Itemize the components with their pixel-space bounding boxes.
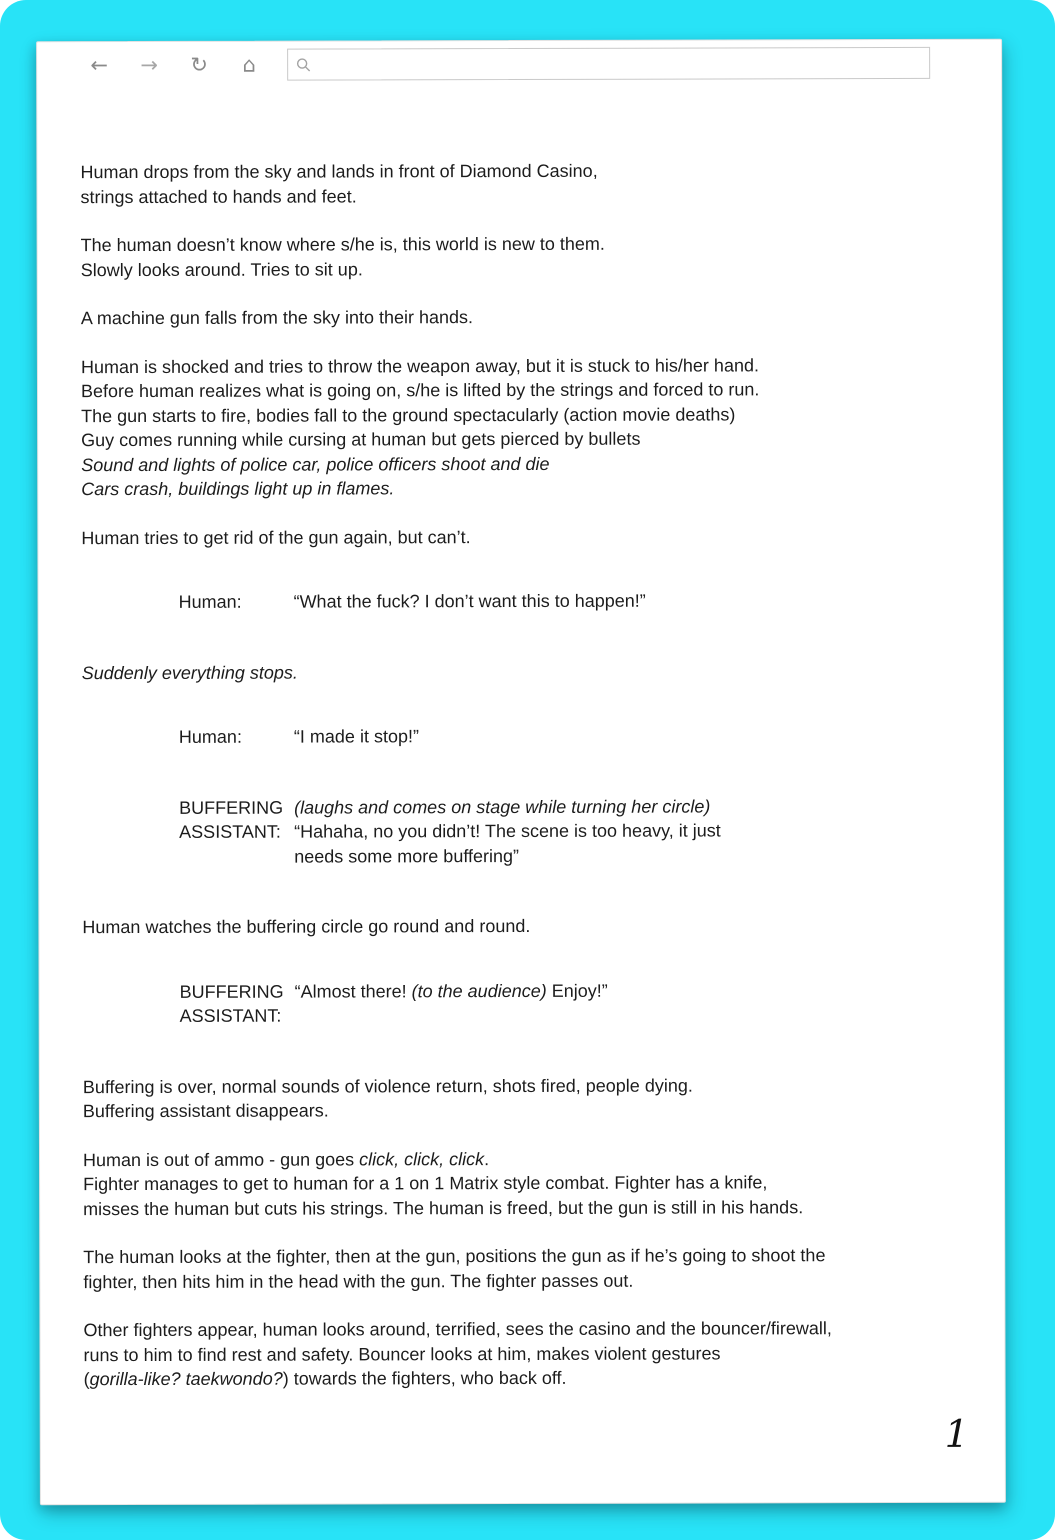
action-block: [81, 304, 942, 331]
italic-text: (to the audience): [411, 980, 547, 1001]
text: Buffering assistant disappears.: [82, 1100, 329, 1122]
action-line: [83, 1097, 944, 1124]
action-line: [81, 352, 942, 379]
search-bar[interactable]: [287, 47, 930, 81]
action-line: [83, 1243, 944, 1270]
text: Human is shocked and tries to throw the weapon away, but it is stuck to his/her hand.: [80, 354, 759, 377]
dialogue-text: [294, 793, 943, 868]
text: Enjoy!”: [546, 980, 608, 1001]
italic-text: (laughs and comes on stage while turning her circle): [294, 796, 711, 818]
action-line: [83, 1072, 944, 1099]
action-line: [83, 1170, 944, 1197]
text: “Hahaha, no you didn’t! The scene is too heavy, it just: [294, 820, 721, 842]
search-icon: [296, 57, 311, 72]
italic-text: Sound and lights of police car, police officers shoot and die: [81, 453, 550, 475]
action-line: [81, 401, 942, 428]
browser-window: [36, 39, 1006, 1506]
page-number: 1: [944, 1411, 969, 1456]
speaker-name: BUFFERING ASSISTANT:: [179, 797, 284, 842]
italic-text: gorilla-like? taekwondo?: [89, 1368, 283, 1390]
text: ) towards the fighters, who back off.: [282, 1367, 567, 1389]
home-button[interactable]: ⌂: [224, 43, 274, 87]
dialogue-block: [83, 977, 944, 1028]
action-line: [80, 158, 941, 185]
action-line: [81, 255, 942, 282]
text: fighter, then hits him in the head with the gun. The fighter passes out.: [83, 1270, 634, 1292]
dialogue-text: [294, 723, 943, 749]
action-block: [82, 658, 943, 685]
text: Human is out of ammo - gun goes: [82, 1148, 360, 1170]
browser-toolbar: [37, 40, 1001, 89]
action-line: [81, 377, 942, 404]
text: Buffering is over, normal sounds of violence return, shots fired, people dying.: [82, 1075, 693, 1097]
dialogue-block: [82, 723, 943, 750]
text: The human doesn’t know where s/he is, this world is new to them.: [80, 233, 605, 256]
dialogue-block: [82, 793, 943, 869]
text: Fighter manages to get to human for a 1 on 1 Matrix style combat. Fighter has a knife,: [83, 1172, 768, 1195]
text: Other fighters appear, human looks around, terrified, sees the casino and the bouncer/firewall,: [83, 1318, 832, 1341]
dialogue-text: [295, 977, 944, 1028]
speaker-name: Human:: [178, 726, 242, 747]
text: Guy comes running while cursing at human but gets pierced by bullets: [81, 428, 641, 451]
text: Slowly looks around. Tries to sit up.: [80, 258, 363, 280]
text: “What the fuck? I don’t want this to happen!”: [293, 590, 646, 612]
speaker-name: BUFFERING ASSISTANT:: [179, 981, 284, 1026]
text: The human looks at the fighter, then at the gun, positions the gun as if he’s going to shoot the: [83, 1245, 826, 1268]
action-block: [83, 1072, 944, 1123]
action-line: [81, 231, 942, 258]
action-line: [81, 523, 942, 550]
speaker-name: Human:: [178, 591, 242, 612]
forward-button[interactable]: →: [124, 43, 174, 87]
text: runs to him to find rest and safety. Bouncer looks at him, makes violent gestures: [83, 1342, 721, 1365]
italic-text: click, click, click: [359, 1148, 485, 1169]
text: Human drops from the sky and lands in front of Diamond Casino,: [80, 160, 598, 183]
action-line: [81, 426, 942, 453]
refresh-button[interactable]: ↻: [174, 43, 224, 87]
action-block: [83, 1243, 944, 1294]
action-line: [83, 1267, 944, 1294]
text: needs some more buffering”: [294, 845, 520, 867]
dialogue-text: [294, 588, 943, 614]
action-block: [81, 352, 942, 501]
action-line: [82, 658, 943, 685]
action-block: [83, 1316, 944, 1392]
text: Human watches the buffering circle go round and round.: [82, 915, 531, 938]
action-line: [83, 1340, 944, 1367]
action-block: [81, 231, 942, 282]
action-line: [84, 1365, 945, 1392]
action-line: [82, 913, 943, 940]
text: misses the human but cuts his strings. The human is freed, but the gun is still in his hands.: [83, 1196, 804, 1219]
text: Human tries to get rid of the gun again, but can’t.: [81, 526, 471, 548]
text: (: [83, 1369, 90, 1390]
action-line: [81, 450, 942, 477]
italic-text: Suddenly everything stops.: [81, 662, 298, 683]
text: A machine gun falls from the sky into their hands.: [80, 307, 474, 329]
action-block: [81, 523, 942, 550]
action-line: [81, 304, 942, 331]
script-page: [37, 86, 1004, 1392]
action-block: [80, 158, 941, 209]
text: Before human realizes what is going on, s/he is lifted by the strings and forced to run.: [80, 379, 760, 402]
action-block: [83, 1145, 944, 1221]
action-line: [83, 1194, 944, 1221]
text: The gun starts to fire, bodies fall to the ground spectacularly (action movie deaths): [81, 403, 736, 426]
text: strings attached to hands and feet.: [80, 185, 357, 207]
search-input[interactable]: [317, 54, 921, 74]
text: “Almost there!: [294, 980, 412, 1002]
dialogue-block: [82, 588, 943, 615]
text: “I made it stop!”: [293, 726, 419, 747]
action-line: [83, 1145, 944, 1172]
back-button[interactable]: ←: [74, 43, 124, 87]
action-line: [81, 475, 942, 502]
text: .: [484, 1148, 490, 1169]
italic-text: Cars crash, buildings light up in flames.: [81, 478, 395, 500]
action-line: [83, 1316, 944, 1343]
action-line: [80, 182, 941, 209]
action-block: [82, 913, 943, 940]
